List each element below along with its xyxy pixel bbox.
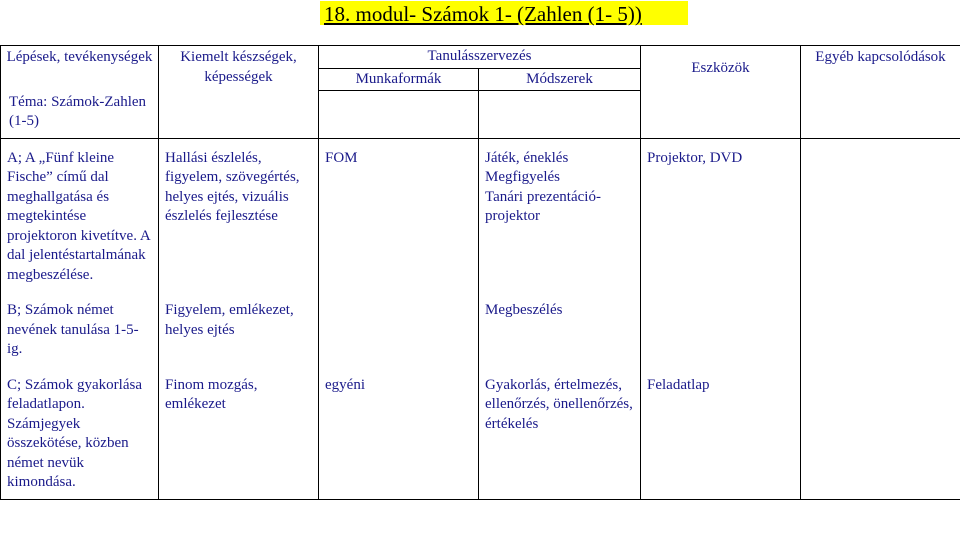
header-other: Egyéb kapcsolódások xyxy=(801,46,960,91)
row-a-skills: Hallási észlelés, figyelem, szövegértés, helyes ejtés, vizuális észlelés fejlesztése xyxy=(159,138,319,291)
header-steps: Lépések, tevékenységek xyxy=(1,46,159,91)
row-b-tools xyxy=(641,291,801,366)
row-b-other xyxy=(801,291,960,366)
row-c-skills: Finom mozgás, emlékezet xyxy=(159,366,319,500)
row-a-steps: A; A „Fünf kleine Fische” című dal meghallgatása és megtekintése projektoron kivetítve. A dal jelentéstartalmának megbeszélése. xyxy=(1,138,159,291)
document-title xyxy=(320,1,690,27)
table-row xyxy=(1,366,960,500)
row-a-tools: Projektor, DVD xyxy=(641,138,801,291)
table-row xyxy=(1,291,960,366)
row-a-other xyxy=(801,138,960,291)
header-work-forms: Munkaformák xyxy=(319,68,479,91)
row-a-forms: FOM xyxy=(319,138,479,291)
row-b-steps: B; Számok német nevének tanulása 1-5-ig. xyxy=(1,291,159,366)
row-a-methods: Játék, éneklés Megfigyelés Tanári prezentáció-projektor xyxy=(479,138,641,291)
row-c-other xyxy=(801,366,960,500)
row-c-tools: Feladatlap xyxy=(641,366,801,500)
header-tools: Eszközök xyxy=(641,46,801,91)
header-skills: Kiemelt készségek, képességek xyxy=(159,46,319,91)
topic-label: Téma: Számok-Zahlen (1-5) xyxy=(1,91,159,139)
lesson-plan-table xyxy=(0,45,960,500)
table-row xyxy=(1,138,960,291)
row-c-steps: C; Számok gyakorlása feladatlapon. Számjegyek összekötése, közben német nevük kimondása. xyxy=(1,366,159,500)
row-b-methods: Megbeszélés xyxy=(479,291,641,366)
header-organisation: Tanulásszervezés xyxy=(319,46,641,69)
row-b-forms xyxy=(319,291,479,366)
row-c-forms: egyéni xyxy=(319,366,479,500)
title-text: 18. modul- Számok 1- (Zahlen (1- 5)) xyxy=(324,2,642,26)
row-b-skills: Figyelem, emlékezet, helyes ejtés xyxy=(159,291,319,366)
row-c-methods: Gyakorlás, értelmezés, ellenőrzés, önellenőrzés, értékelés xyxy=(479,366,641,500)
header-methods: Módszerek xyxy=(479,68,641,91)
